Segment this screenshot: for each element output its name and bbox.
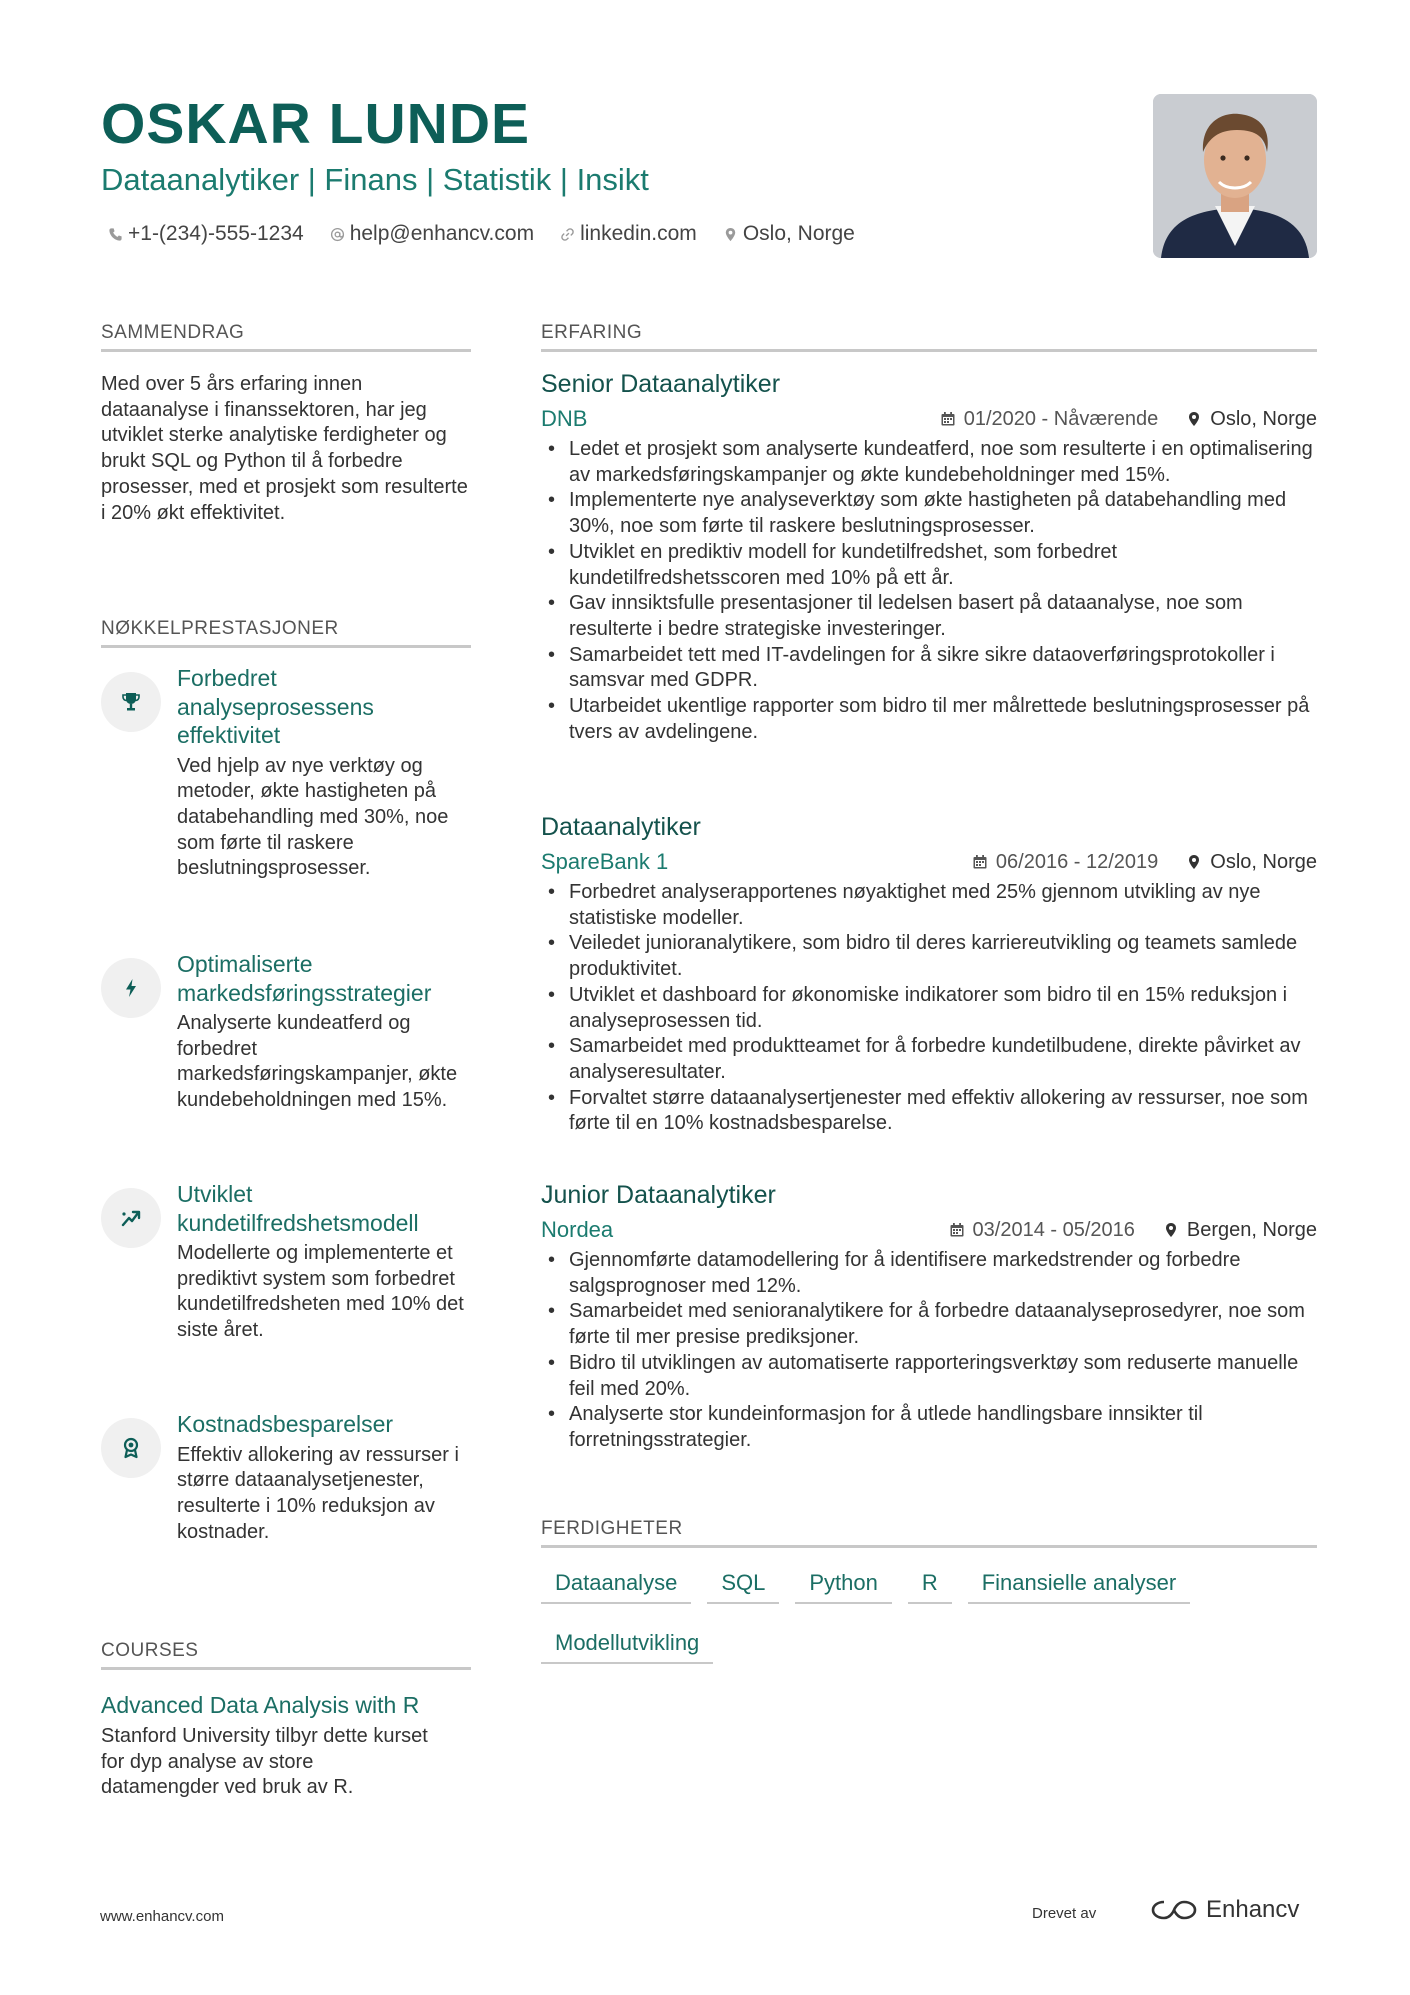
job-bullet: • Bidro til utviklingen av automatiserte rapporteringsverktøy som reduserte manuelle feil med 20%. [541, 1351, 1317, 1402]
trophy-icon-badge [101, 672, 161, 732]
job-bullet: • Ledet et prosjekt som analyserte kundeatferd, noe som resulterte i en optimalisering av markedsføringskampanjer og økte kundebeholdninger med 15%. [541, 437, 1317, 488]
skill-tag: SQL [707, 1566, 779, 1604]
job-location: Bergen, Norge [1186, 1218, 1317, 1241]
job-bullet: • Gjennomførte datamodellering for å identifisere markedstrender og forbedre salgsprognoser med 12%. [541, 1248, 1317, 1299]
job-bullets [541, 1248, 1317, 1454]
lightning-icon-badge [101, 958, 161, 1018]
summary-text: Med over 5 års erfaring innen dataanalyse i finanssektoren, har jeg utviklet sterke analytiske ferdigheter og brukt SQL og Python til å forbedre prosesser, med et prosjekt som resulterte i 20% økt effektivitet. [101, 373, 468, 524]
contact-linkedin-text: linkedin.com [580, 222, 697, 245]
section-title-courses: COURSES [101, 1639, 471, 1670]
job-bullet: • Samarbeidet med senioranalytikere for å forbedre dataanalyseprosedyrer, noe som førte til mer presise prediksjoner. [541, 1299, 1317, 1350]
job-company: DNB [541, 406, 588, 431]
job-bullets [541, 880, 1317, 1137]
job-bullet: • Utviklet et dashboard for økonomiske indikatorer som bidro til en 15% reduksjon i analyseprosessen tid. [541, 983, 1317, 1034]
job-bullets [541, 437, 1317, 745]
contact-phone[interactable] [108, 222, 304, 246]
resume-headline: Dataanalytiker | Finans | Statistik | Insikt [101, 162, 649, 197]
job-bullet: • Veiledet junioranalytikere, som bidro til deres karriereutvikling og teamets samlede produktivitet. [541, 931, 1317, 982]
contact-email[interactable] [330, 222, 534, 246]
footer-powered-by: Drevet av [1032, 1905, 1097, 1922]
job-bullet: • Samarbeidet tett med IT-avdelingen for å sikre sikre dataoverføringsprotokoller i samsvar med GDPR. [541, 643, 1317, 694]
location-pin-icon [1186, 854, 1202, 870]
growth-arrow-icon [119, 1206, 143, 1230]
job-bullet: • Analyserte stor kundeinformasjon for å utlede handlingsbare innsikter til forretningsstrategier. [541, 1402, 1317, 1453]
job-bullet: • Utviklet en prediktiv modell for kundetilfredshet, som forbedret kundetilfredshetsscoren med 10% på ett år. [541, 540, 1317, 591]
profile-portrait-icon [1153, 94, 1317, 258]
achievement-item [101, 950, 471, 1114]
section-title-experience: ERFARING [541, 321, 1317, 352]
calendar-icon [972, 854, 988, 870]
job-location-group [1163, 1219, 1317, 1242]
job-bullet: • Forbedret analyserapportenes nøyaktighet med 25% gjennom utvikling av nye statistiske modeller. [541, 880, 1317, 931]
job-location-group [1186, 408, 1317, 431]
skills-list [541, 1566, 1317, 1686]
job-dates: 06/2016 - 12/2019 [995, 850, 1159, 873]
job-meta [940, 408, 1317, 431]
job-dates: 03/2014 - 05/2016 [972, 1218, 1135, 1241]
footer-url[interactable]: www.enhancv.com [100, 1908, 224, 1925]
enhancv-logo-icon [1150, 1897, 1198, 1923]
section-title-skills: FERDIGHETER [541, 1517, 1317, 1548]
skill-tag: R [908, 1566, 952, 1604]
contact-phone-text: +1-(234)-555-1234 [128, 222, 304, 245]
skill-tag: Modellutvikling [541, 1626, 713, 1664]
job-entry [541, 811, 1317, 1137]
job-meta [972, 851, 1317, 874]
award-icon [119, 1436, 143, 1460]
achievement-desc: Analyserte kundeatferd og forbedret markedsføringskampanjer, økte kundebeholdningen med 15%. [177, 1012, 458, 1112]
job-location-group [1186, 851, 1317, 874]
resume-name: OSKAR LUNDE [101, 92, 531, 156]
location-pin-icon [723, 227, 738, 242]
job-location: Oslo, Norge [1210, 407, 1317, 430]
job-meta [949, 1219, 1317, 1242]
job-dates: 01/2020 - Nåværende [963, 407, 1159, 430]
job-company: Nordea [541, 1217, 614, 1242]
achievement-item [101, 1180, 471, 1344]
job-entry [541, 1179, 1317, 1454]
enhancv-brand-text: Enhancv [1206, 1896, 1300, 1923]
job-location: Oslo, Norge [1210, 850, 1317, 873]
job-title: Senior Dataanalytiker [541, 370, 781, 398]
contact-bar [108, 219, 881, 249]
course-desc: Stanford University tilbyr dette kurset for dyp analyse av store datamengder ved bruk av R. [101, 1725, 428, 1799]
achievement-desc: Ved hjelp av nye verktøy og metoder, økte hastigheten på databehandling med 30%, noe som førte til raskere beslutningsprosesser. [177, 754, 449, 880]
job-title: Dataanalytiker [541, 813, 701, 841]
enhancv-logo[interactable] [1150, 1896, 1299, 1924]
achievement-item [101, 1410, 471, 1545]
location-pin-icon [1186, 411, 1202, 427]
trophy-icon [119, 690, 143, 714]
achievement-desc: Effektiv allokering av ressurser i større dataanalysetjenester, resulterte i 10% reduksjon av kostnader. [177, 1443, 459, 1543]
contact-location [723, 222, 855, 246]
award-icon-badge [101, 1418, 161, 1478]
skill-tag: Python [795, 1566, 892, 1604]
job-title: Junior Dataanalytiker [541, 1181, 776, 1209]
profile-photo [1153, 94, 1317, 258]
job-company: SpareBank 1 [541, 849, 669, 874]
job-bullet: • Gav innsiktsfulle presentasjoner til ledelsen basert på dataanalyse, noe som resulterte i bedre strategiske investeringer. [541, 591, 1317, 642]
achievement-title: Utviklet kundetilfredshetsmodell [177, 1181, 419, 1236]
calendar-icon [940, 411, 956, 427]
location-pin-icon [1163, 1222, 1179, 1238]
achievement-title: Forbedret analyseprosessens effektivitet [177, 665, 374, 748]
growth-arrow-icon-badge [101, 1188, 161, 1248]
link-icon [560, 227, 575, 242]
job-entry [541, 368, 1317, 745]
skill-tag: Finansielle analyser [968, 1566, 1190, 1604]
skill-tag: Dataanalyse [541, 1566, 691, 1604]
at-icon [330, 227, 345, 242]
achievement-title: Optimaliserte markedsføringsstrategier [177, 951, 432, 1006]
job-bullet: • Forvaltet større dataanalysertjenester med effektiv allokering av ressurser, noe som førte til en 10% kostnadsbesparelse. [541, 1086, 1317, 1137]
course-title: Advanced Data Analysis with R [101, 1692, 420, 1718]
calendar-icon [949, 1222, 965, 1238]
phone-icon [108, 227, 123, 242]
contact-linkedin[interactable] [560, 222, 697, 246]
contact-email-text: help@enhancv.com [349, 222, 535, 245]
achievement-item [101, 664, 471, 882]
job-bullet: • Utarbeidet ukentlige rapporter som bidro til mer målrettede beslutningsprosesser på tvers av avdelingene. [541, 694, 1317, 745]
lightning-icon [119, 976, 143, 1000]
job-bullet: • Samarbeidet med produktteamet for å forbedre kundetilbudene, direkte påvirket av analyseresultater. [541, 1034, 1317, 1085]
achievement-desc: Modellerte og implementerte et prediktivt system som forbedret kundetilfredsheten med 10% det siste året. [177, 1242, 464, 1342]
achievement-title: Kostnadsbesparelser [177, 1411, 394, 1437]
section-title-summary: SAMMENDRAG [101, 321, 471, 352]
job-bullet: • Implementerte nye analyseverktøy som økte hastigheten på databehandling med 30%, noe som førte til raskere beslutningsprosesser. [541, 488, 1317, 539]
section-title-achievements: NØKKELPRESTASJONER [101, 617, 471, 648]
contact-location-text: Oslo, Norge [742, 222, 855, 245]
